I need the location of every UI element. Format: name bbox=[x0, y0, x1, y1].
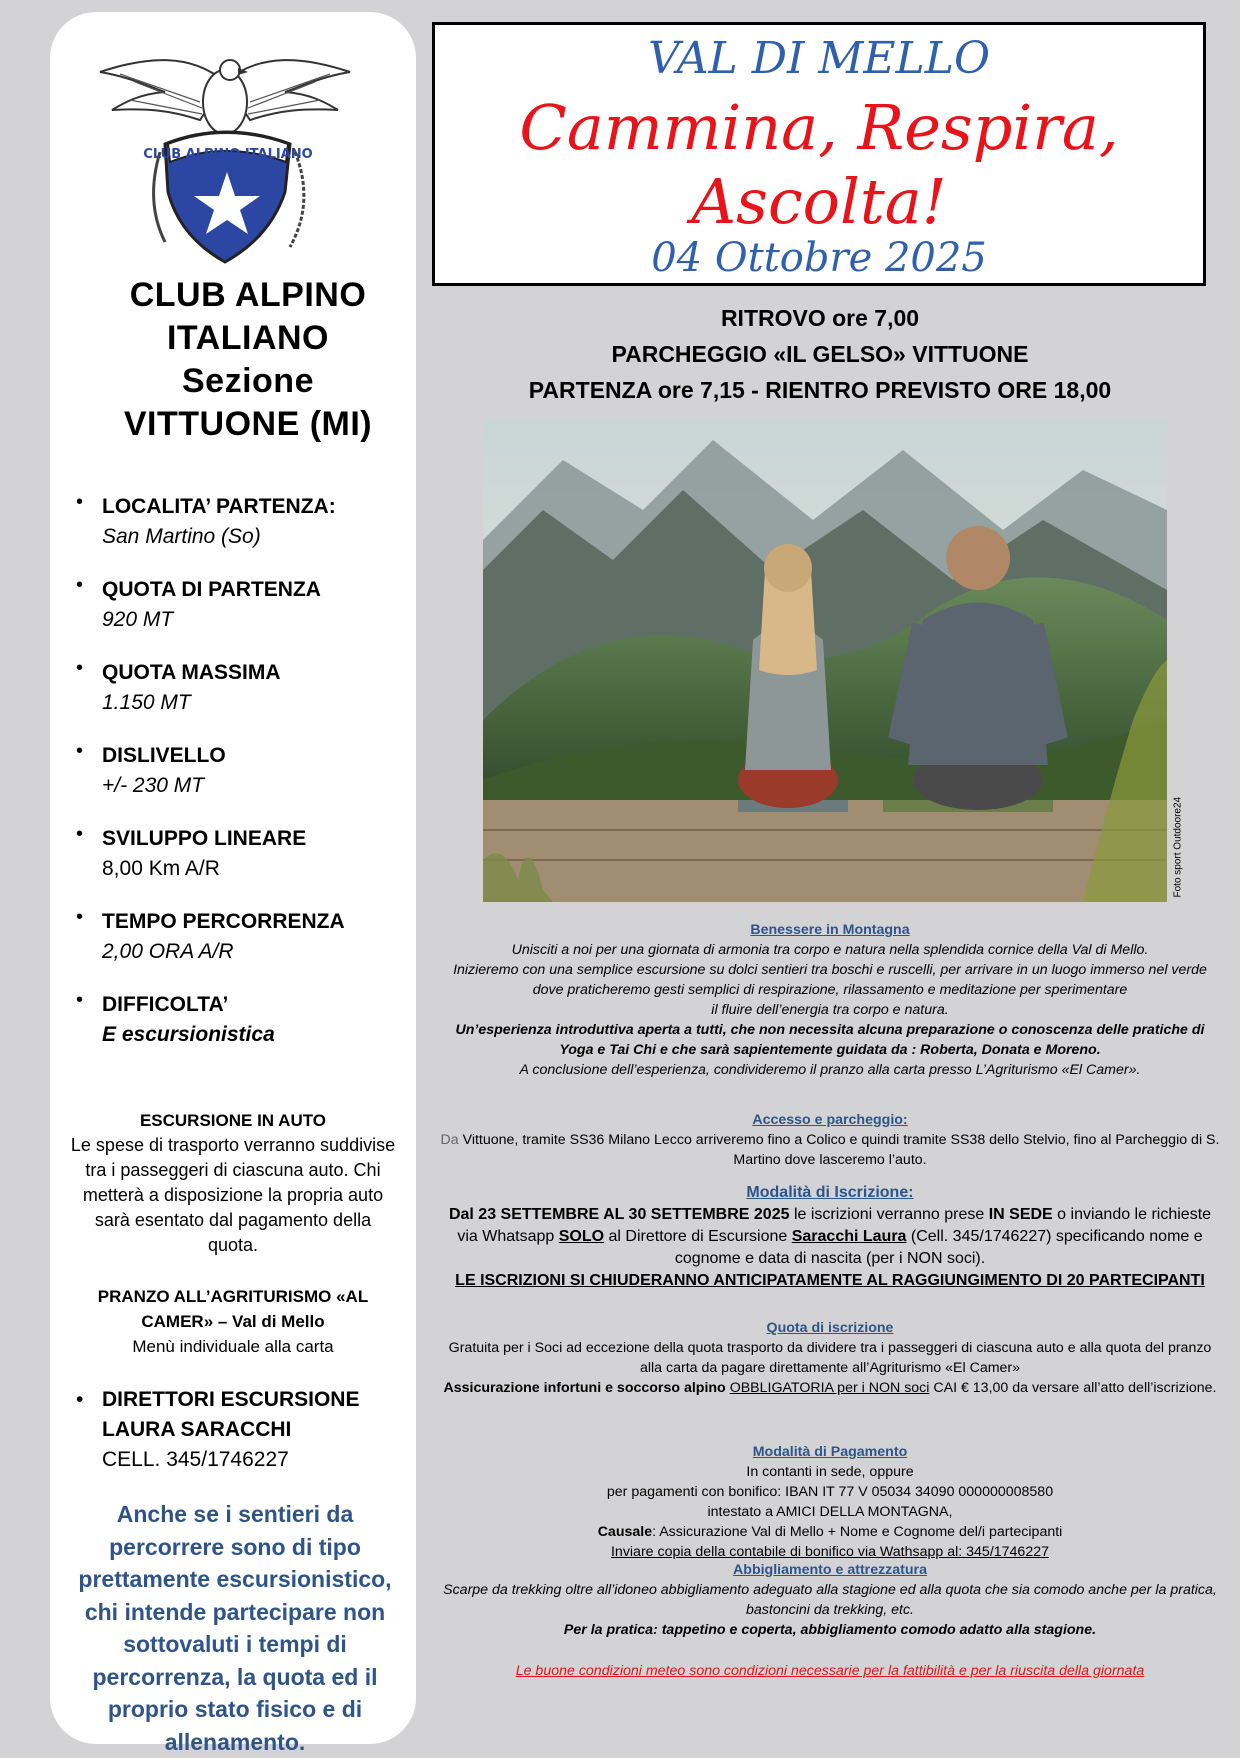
title-line-2: Ascolta! bbox=[691, 165, 947, 238]
quota-p2: Assicurazione infortuni e soccorso alpino OBBLIGATORIA per i NON soci CAI € 13,00 da versare all’atto dell’iscrizione. bbox=[443, 1380, 1217, 1396]
info-item-sviluppo: • SVILUPPO LINEARE 8,00 Km A/R bbox=[68, 824, 408, 907]
info-item-difficolta: • DIFFICOLTA’ E escursionistica bbox=[68, 990, 408, 1073]
info-item-tempo: • TEMPO PERCORRENZA 2,00 ORA A/R bbox=[68, 907, 408, 990]
directors-phone: CELL. 345/1746227 bbox=[102, 1448, 289, 1471]
quota-title: Quota di iscrizione bbox=[766, 1320, 894, 1336]
auto-text: Le spese di trasporto verranno suddivise tra i passeggeri di ciascuna auto. Chi metterà a disposizione la propria auto sarà esentato dal pagamento della quota. bbox=[70, 1135, 396, 1255]
benessere-section bbox=[440, 920, 1220, 1080]
pagamento-section bbox=[440, 1442, 1220, 1562]
auto-title: ESCURSIONE IN AUTO bbox=[139, 1111, 327, 1130]
pagamento-l5: Inviare copia della contabile di bonifico via Wathsapp al: 345/1746227 bbox=[610, 1544, 1049, 1560]
club-name bbox=[50, 274, 446, 446]
iscrizione-section bbox=[440, 1182, 1220, 1292]
pranzo-section bbox=[70, 1284, 396, 1359]
iscrizione-text: Dal 23 SETTEMBRE AL 30 SETTEMBRE 2025 le iscrizioni verranno prese IN SEDE o inviando le richieste via Whatsapp SOLO al Direttore di Escursione Saracchi Laura (Cell. 345/1746227) specificando nome e cognome e data di nascita (per i NON soci). bbox=[448, 1206, 1212, 1267]
pagamento-causale: Causale: Assicurazione Val di Mello + Nome e Cognome del/i partecipanti bbox=[597, 1524, 1063, 1540]
meeting-info bbox=[432, 300, 1208, 408]
yoga-photo bbox=[483, 420, 1167, 902]
benessere-p1: Unisciti a noi per una giornata di armonia tra corpo e natura nella splendida cornice della Val di Mello. bbox=[511, 942, 1149, 958]
info-item-quota-massima: • QUOTA MASSIMA 1.150 MT bbox=[68, 658, 408, 741]
pagamento-l3: intestato a AMICI DELLA MONTAGNA, bbox=[707, 1504, 953, 1520]
abbigliamento-section bbox=[440, 1560, 1220, 1640]
quota-p1: Gratuita per i Soci ad eccezione della quota trasporto da dividere tra i passeggeri di ciascuna auto e alla quota del pranzo alla carta da pagare direttamente all’Agriturismo «El Camer» bbox=[448, 1340, 1212, 1376]
info-item-localita: • LOCALITA’ PARTENZA: San Martino (So) bbox=[68, 492, 408, 575]
title-box bbox=[432, 22, 1206, 286]
logo-text: CLUB ALPINO ITALIANO bbox=[143, 147, 313, 162]
trip-info-list bbox=[68, 492, 408, 1073]
meeting-line-3: PARTENZA ore 7,15 - RIENTRO PREVISTO ORE 18,00 bbox=[528, 377, 1112, 403]
pagamento-title: Modalità di Pagamento bbox=[752, 1444, 908, 1460]
info-item-quota-partenza: • QUOTA DI PARTENZA 920 MT bbox=[68, 575, 408, 658]
left-panel bbox=[50, 12, 416, 1755]
accesso-title: Accesso e parcheggio: bbox=[752, 1112, 908, 1128]
directors-label: • DIRETTORI ESCURSIONE bbox=[102, 1388, 360, 1411]
title-line-1: Cammina, Respira, bbox=[519, 91, 1119, 164]
meeting-line-1: RITROVO ore 7,00 bbox=[720, 305, 920, 331]
info-item-dislivello: • DISLIVELLO +/- 230 MT bbox=[68, 741, 408, 824]
photo-credit: Foto sport Outdoore24 bbox=[1172, 796, 1184, 898]
benessere-p4: Un’esperienza introduttiva aperta a tutti, che non necessita alcuna preparazione o conoscenza delle pratiche di Yoga e Tai Chi e che sarà sapientemente guidata da : Roberta, Donata e Moreno. bbox=[455, 1022, 1205, 1058]
club-line-3: Sezione bbox=[182, 362, 314, 400]
meteo-note: Le buone condizioni meteo sono condizioni necessarie per la fattibilità e per la riuscita della giornata bbox=[515, 1663, 1145, 1679]
quota-section bbox=[440, 1318, 1220, 1398]
title-main bbox=[435, 91, 1203, 239]
directors-section bbox=[68, 1385, 442, 1475]
warning-text: Anche se i sentieri da percorrere sono di tipo prettamente escursionistico, chi intende partecipare non sottovaluti i tempi di percorrenza, la quota ed il proprio stato fisico e di allenamento. bbox=[78, 1501, 392, 1755]
club-line-4: VITTUONE (MI) bbox=[123, 405, 373, 443]
pranzo-title: PRANZO ALL’AGRITURISMO «AL CAMER» – Val di Mello bbox=[97, 1287, 369, 1331]
benessere-title: Benessere in Montagna bbox=[750, 922, 910, 938]
pranzo-text: Menù individuale alla carta bbox=[132, 1337, 334, 1356]
abbigliamento-title: Abbigliamento e attrezzatura bbox=[733, 1562, 927, 1578]
accesso-text: Da Vittuone, tramite SS36 Milano Lecco arriveremo fino a Colico e quindi tramite SS38 dello Stelvio, fino al Parcheggio di S. Martino dove lasceremo l’auto. bbox=[440, 1132, 1220, 1168]
benessere-p2: Inizieremo con una semplice escursione su dolci sentieri tra boschi e ruscelli, per arrivare in un luogo immerso nel verde dove praticheremo gesti semplici di respirazione, rilassamento e meditazione per sperimentare bbox=[453, 962, 1207, 998]
meeting-line-2: PARCHEGGIO «IL GELSO» VITTUONE bbox=[611, 341, 1029, 367]
club-line-2: ITALIANO bbox=[166, 319, 329, 357]
abbigliamento-p1: Scarpe da trekking oltre all’idoneo abbigliamento adeguato alla stagione ed alla quota che sia comodo anche per la pratica, bastoncini da trekking, etc. bbox=[443, 1582, 1217, 1618]
benessere-p5: A conclusione dell’esperienza, condivideremo il pranzo alla carta presso L’Agriturismo «El Camer». bbox=[519, 1062, 1141, 1078]
pagamento-l2: per pagamenti con bonifico: IBAN IT 77 V 05034 34090 000000008580 bbox=[606, 1484, 1054, 1500]
auto-section bbox=[70, 1108, 396, 1258]
club-line-1: CLUB ALPINO bbox=[129, 276, 367, 314]
pagamento-l1: In contanti in sede, oppure bbox=[746, 1464, 914, 1480]
accesso-section bbox=[440, 1110, 1220, 1170]
title-date: 04 Ottobre 2025 bbox=[651, 235, 987, 281]
directors-name: LAURA SARACCHI bbox=[102, 1418, 292, 1441]
title-place: VAL DI MELLO bbox=[647, 33, 991, 84]
abbigliamento-p2: Per la pratica: tappetino e coperta, abbigliamento comodo adatto alla stagione. bbox=[563, 1622, 1097, 1638]
cai-logo-icon bbox=[90, 32, 360, 272]
benessere-p3: il fluire dell’energia tra corpo e natura. bbox=[711, 1002, 949, 1018]
iscrizione-title: Modalità di Iscrizione: bbox=[746, 1184, 914, 1201]
iscrizione-close: LE ISCRIZIONI SI CHIUDERANNO ANTICIPATAMENTE AL RAGGIUNGIMENTO DI 20 PARTECIPANTI bbox=[455, 1272, 1205, 1289]
